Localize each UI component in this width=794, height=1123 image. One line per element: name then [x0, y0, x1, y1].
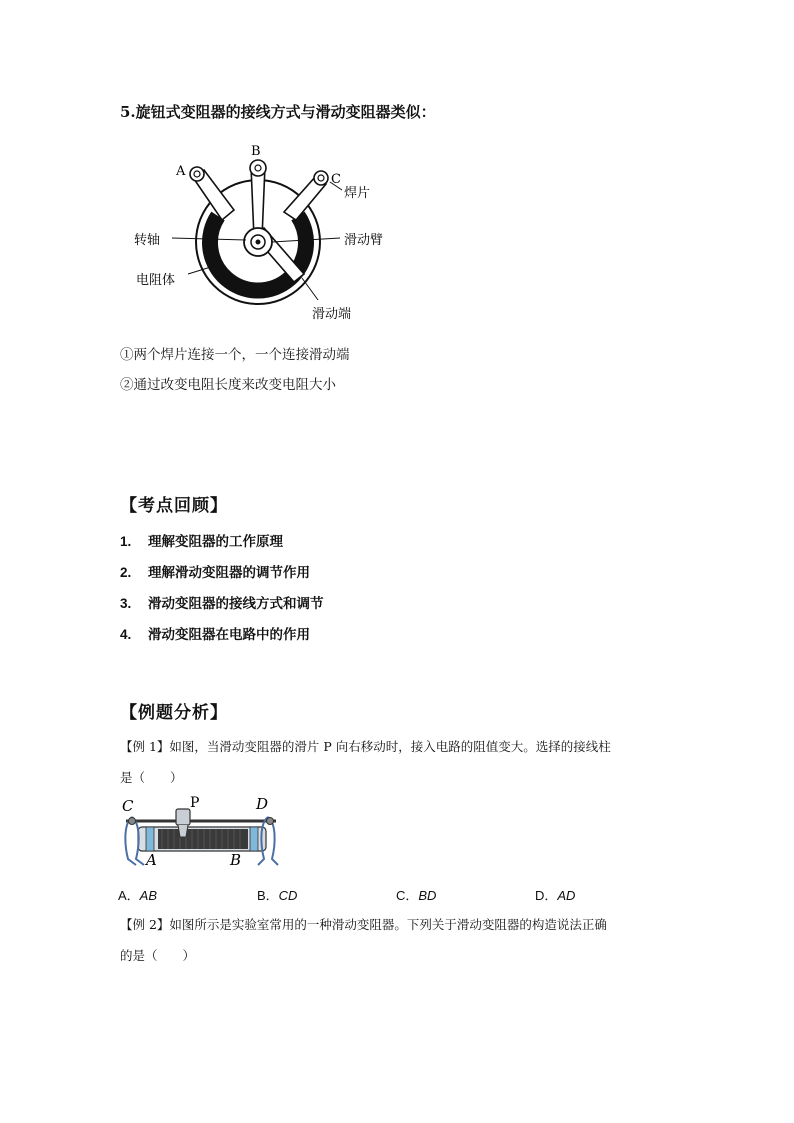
- example-1-line-1: 【例 1】如图，当滑动变阻器的滑片 P 向右移动时，接入电路的阻值变大。选择的接线柱: [120, 739, 611, 754]
- choice-letter: A．: [118, 888, 140, 903]
- review-title: 【考点回顾】: [120, 496, 228, 516]
- examples-title: 【例题分析】: [120, 703, 228, 723]
- label-B: B: [230, 851, 242, 869]
- review-item: [120, 561, 310, 581]
- choice-d[interactable]: [535, 885, 575, 904]
- choice-a[interactable]: [118, 885, 157, 904]
- label-arm: 滑动臂: [344, 233, 384, 248]
- q5-point-1: ①两个焊片连接一个，一个连接滑动端: [120, 347, 350, 363]
- q5-heading: 5.旋钮式变阻器的接线方式与滑动变阻器类似：: [120, 103, 436, 121]
- label-A: A: [176, 164, 186, 179]
- review-item-text: 滑动变阻器的接线方式和调节: [148, 596, 324, 612]
- review-item-num: 2.: [120, 565, 132, 580]
- label-D: D: [256, 795, 269, 813]
- review-item-text: 理解变阻器的工作原理: [148, 534, 283, 550]
- review-item: [120, 592, 324, 612]
- label-C: C: [122, 797, 134, 815]
- slide-rheostat-diagram: [118, 793, 288, 873]
- review-item-num: 1.: [120, 534, 132, 549]
- review-item-num: 4.: [120, 627, 132, 642]
- review-item-text: 理解滑动变阻器的调节作用: [148, 565, 310, 581]
- q5-point-2: ②通过改变电阻长度来改变电阻大小: [120, 377, 336, 393]
- label-B: B: [251, 144, 261, 159]
- label-solder: 焊片: [344, 186, 371, 201]
- review-item-text: 滑动变阻器在电路中的作用: [148, 627, 310, 643]
- label-P: P: [190, 795, 200, 811]
- choice-value: BD: [418, 888, 437, 903]
- choice-letter: C．: [396, 888, 419, 903]
- label-A: A: [146, 851, 157, 869]
- rotary-potentiometer-diagram: [130, 138, 410, 328]
- label-body: 电阻体: [136, 273, 176, 288]
- choice-letter: D．: [535, 888, 558, 903]
- example-2-line-2: 的是（ ）: [120, 948, 196, 963]
- example-2-line-1: 【例 2】如图所示是实验室常用的一种滑动变阻器。下列关于滑动变阻器的构造说法正确: [120, 917, 607, 932]
- label-shaft: 转轴: [134, 233, 161, 248]
- example-1-line-2: 是（ ）: [120, 770, 183, 785]
- choice-c[interactable]: [396, 885, 436, 904]
- review-item-num: 3.: [120, 596, 132, 611]
- label-C: C: [331, 172, 341, 187]
- choice-value: AB: [139, 888, 158, 903]
- choice-letter: B．: [257, 888, 279, 903]
- label-slider-end: 滑动端: [312, 307, 352, 322]
- choice-b[interactable]: [257, 885, 297, 904]
- review-item: [120, 623, 310, 643]
- review-item: [120, 530, 283, 550]
- choice-value: AD: [557, 888, 576, 903]
- choice-value: CD: [278, 888, 298, 903]
